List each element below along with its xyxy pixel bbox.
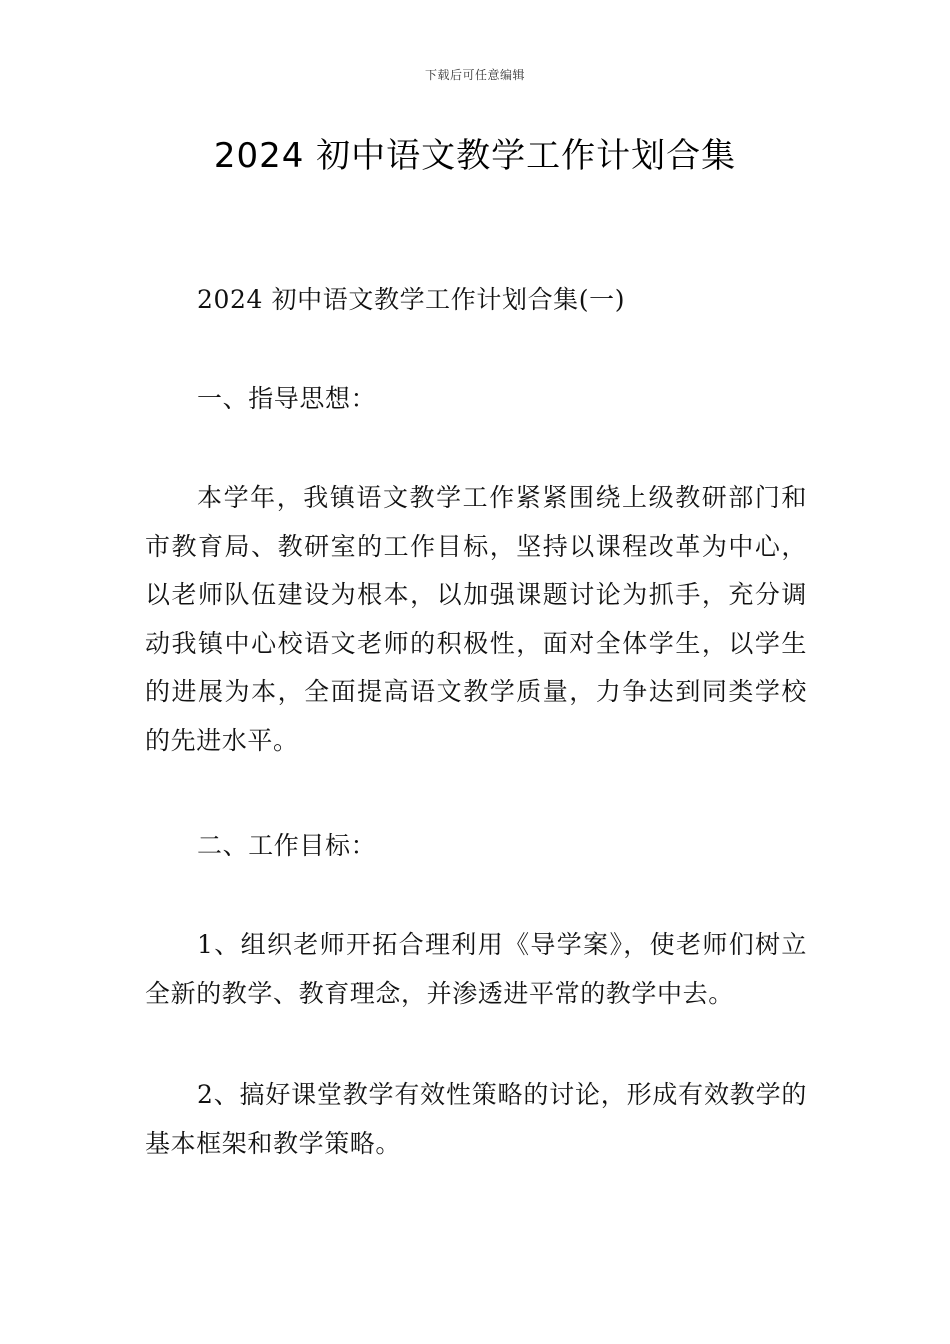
document-title: 2024 初中语文教学工作计划合集	[213, 136, 737, 176]
section-heading-guiding-ideology: 一、指导思想：	[197, 384, 377, 413]
plan-subtitle: 2024 初中语文教学工作计划合集(一)	[197, 285, 626, 314]
section-heading-work-goals: 二、工作目标：	[197, 831, 377, 860]
header-note: 下载后可任意编辑	[424, 68, 525, 82]
guiding-ideology-paragraph: 本学年，我镇语文教学工作紧紧围绕上级教研部门和市教育局、教研室的工作目标，坚持以课程改革为中心，以老师队伍建设为根本，以加强课题讨论为抓手，充分调动我镇中心校语文老师的积极性，面对全体学生，以学生的进展为本，全面提高语文教学质量，力争达到同类学校的先进水平。	[145, 483, 807, 755]
work-goal-item-1: 1、组织老师开拓合理利用《导学案》，使老师们树立全新的教学、教育理念，并渗透进平常的教学中去。	[145, 930, 807, 1008]
work-goal-item-2: 2、搞好课堂教学有效性策略的讨论，形成有效教学的基本框架和教学策略。	[145, 1080, 807, 1158]
